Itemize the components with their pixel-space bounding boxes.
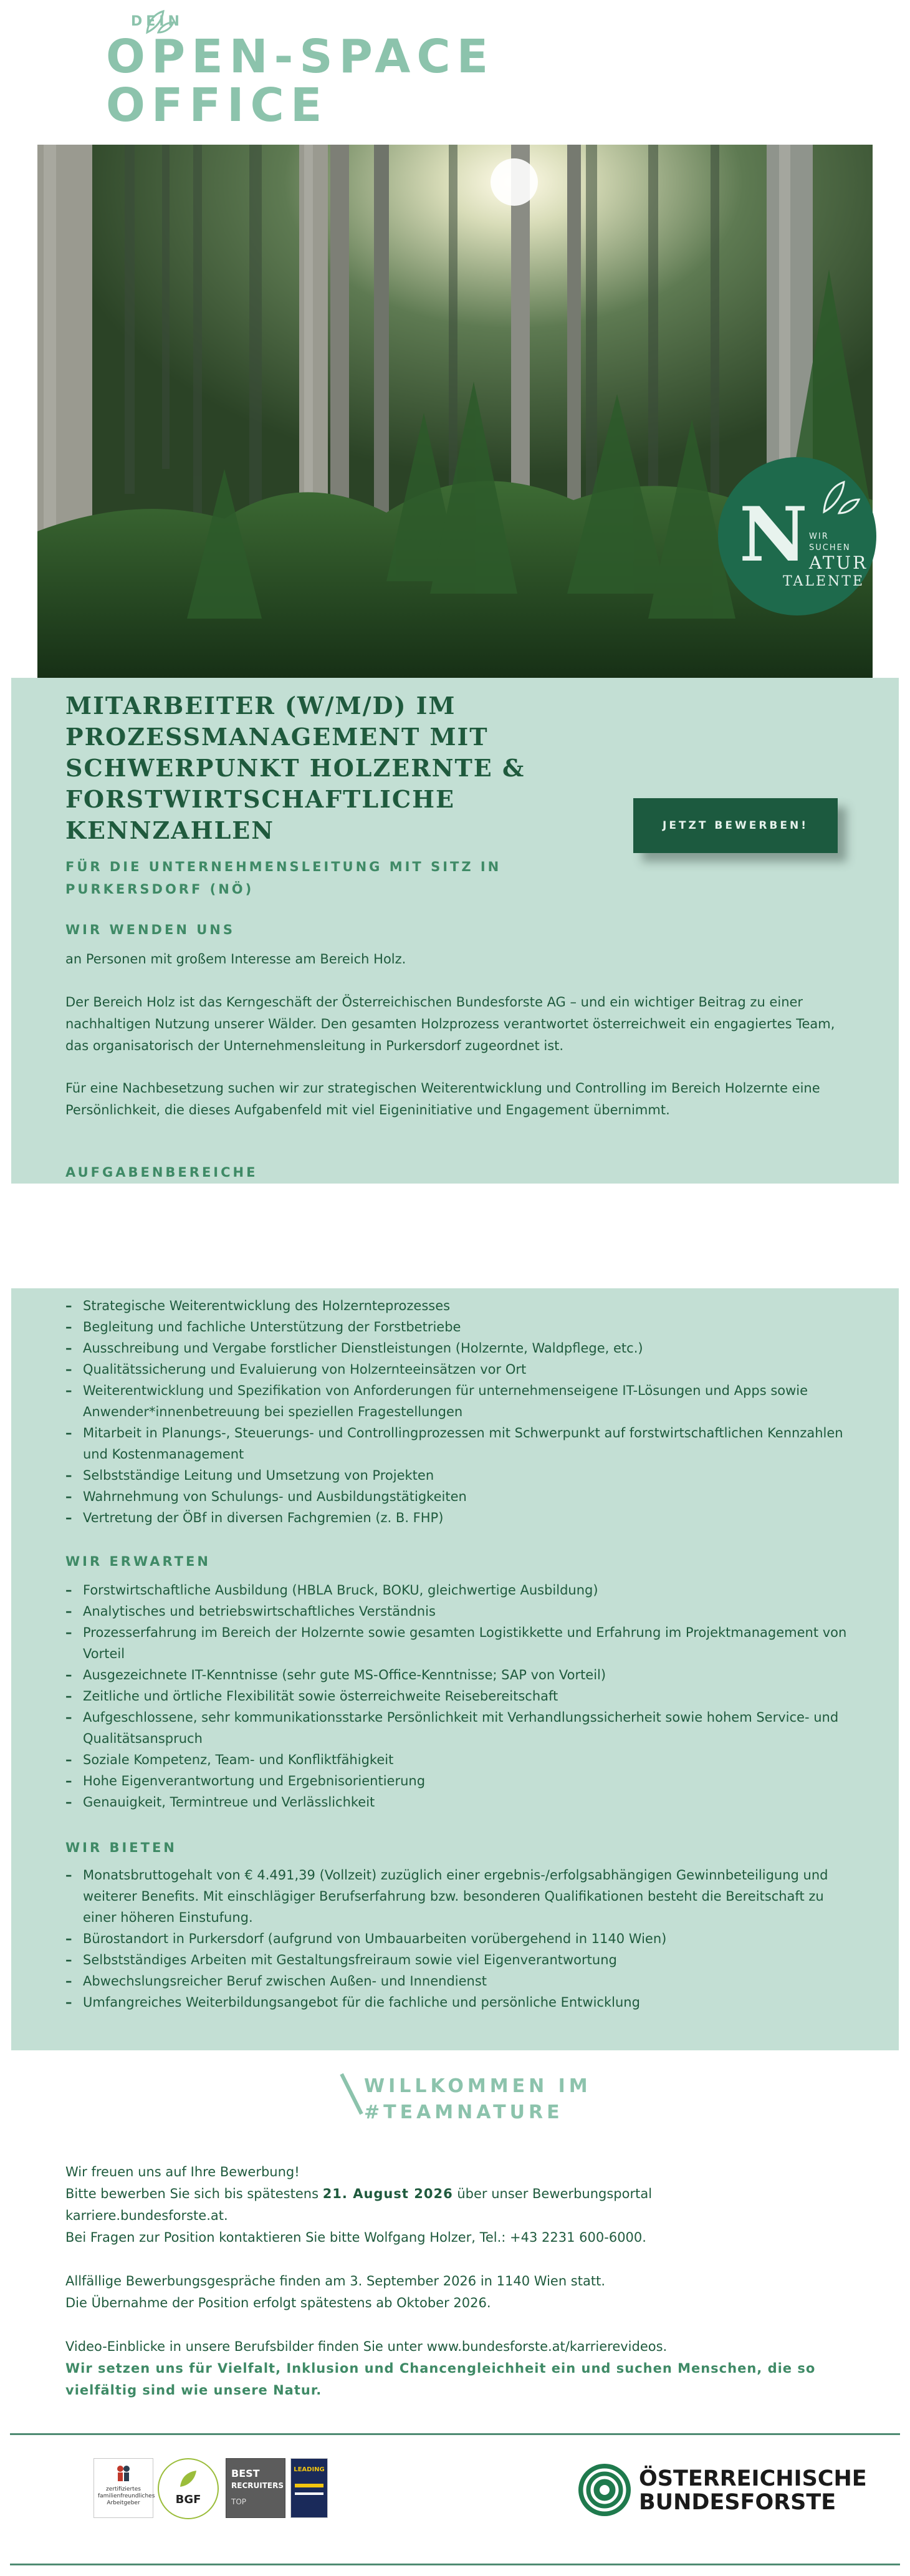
job-subtitle xyxy=(65,856,501,900)
video-text: Video-Einblicke in unsere Berufsbilder finden Sie unter www.bundesforste.at/karrierevideos. xyxy=(65,2339,668,2354)
bgf-leaf-icon xyxy=(178,2468,199,2489)
list-item: – Wahrnehmung von Schulungs- und Ausbildungstätigkeiten xyxy=(65,1486,851,1507)
job-subtitle-line: FÜR DIE UNTERNEHMENSLEITUNG MIT SITZ IN xyxy=(65,859,502,874)
family-cert-text: zertifiziertes familienfreundliches Arbeitgeber xyxy=(98,2486,155,2506)
application-info xyxy=(65,2161,851,2401)
start-text: Die Übernahme der Position erfolgt spätestens ab Oktober 2026. xyxy=(65,2295,491,2310)
list-item: – Ausgezeichnete IT-Kenntnisse (sehr gute MS-Office-Kenntnisse; SAP von Vorteil) xyxy=(65,1664,851,1686)
welcome-line-2: #TEAMNATURE xyxy=(364,2101,563,2123)
deadline-date: 21. August 2026 xyxy=(322,2186,453,2201)
list-item: – Bürostandort in Purkersdorf (aufgrund von Umbauarbeiten vorübergehend in 1140 Wien) xyxy=(65,1928,851,1949)
deadline-post: über unser Bewerbungsportal xyxy=(453,2186,653,2201)
family-icon xyxy=(114,2464,133,2482)
list-item: – Forstwirtschaftliche Ausbildung (HBLA Bruck, BOKU, gleichwertige Ausbildung) xyxy=(65,1580,851,1601)
list-item: – Selbstständige Leitung und Umsetzung von Projekten xyxy=(65,1465,851,1486)
list-item: – Begleitung und fachliche Unterstützung der Forstbetriebe xyxy=(65,1316,851,1338)
footer-divider-bottom xyxy=(10,2564,900,2565)
list-item: – Hohe Eigenverantwortung und Ergebnisorientierung xyxy=(65,1770,851,1792)
list-item: – Mitarbeit in Planungs-, Steuerungs- und Controllingprozessen mit Schwerpunkt auf forstwirtschaftlichen Kennzahlen und Kostenmanagement xyxy=(65,1422,851,1465)
badge-letter-n: N xyxy=(739,491,808,579)
list-item: – Qualitätssicherung und Evaluierung von Holzernteeinsätzen vor Ort xyxy=(65,1359,851,1380)
intro-paragraph-1: Der Bereich Holz ist das Kerngeschäft der Österreichischen Bundesforste AG – und ein wichtiger Beitrag zu einer nachhaltigen Nutzung unserer Wälder. Den gesamten Holzprozess verantwortet österreichweit ein engagiertes Team, das organisatorisch der Unternehmensleitung in Purkersdorf zugeordnet ist. xyxy=(65,995,835,1053)
list-item: – Zeitliche und örtliche Flexibilität sowie österreichweite Reisebereitschaft xyxy=(65,1686,851,1707)
footer-divider-top xyxy=(10,2433,900,2435)
company-name xyxy=(639,2467,867,2514)
list-item: – Abwechslungsreicher Beruf zwischen Außen- und Innendienst xyxy=(65,1971,851,1992)
bgf-text: BGF xyxy=(175,2493,201,2506)
best-text: BEST xyxy=(231,2467,260,2479)
job-title-line: KENNZAHLEN xyxy=(65,816,275,844)
bgf-cert-logo xyxy=(158,2458,219,2519)
aufgaben-list xyxy=(65,1295,851,1528)
portal-link[interactable]: karriere.bundesforste.at. xyxy=(65,2208,228,2223)
job-title xyxy=(65,690,577,846)
badge-wir: WIR xyxy=(809,532,829,541)
erwarten-list xyxy=(65,1580,851,1813)
bundesforste-emblem-icon xyxy=(577,2462,633,2518)
list-item: – Umfangreiches Weiterbildungsangebot für die fachliche und persönliche Entwicklung xyxy=(65,1992,851,2013)
diversity-statement: Wir setzen uns für Vielfalt, Inklusion und Chancengleichheit ein und suchen Menschen, die so vielfältig sind wie unsere Natur. xyxy=(65,2361,816,2398)
logo-line-1: OPEN-SPACE xyxy=(106,30,495,84)
welcome-line-1: WILLKOMMEN IM xyxy=(364,2075,592,2097)
recruiters-text: RECRUITERS xyxy=(231,2481,284,2490)
list-item: – Monatsbruttogehalt von € 4.491,39 (Vollzeit) zuzüglich einer ergebnis-/erfolgsabhängigen Gewinnbeteiligung und weiterer Benefits. Mit einschlägiger Berufserfahrung bzw. besonderen Qualifikationen besteht die Bereitschaft zu einer höheren Einstufung. xyxy=(65,1864,851,1928)
job-title-line: PROZESSMANAGEMENT MIT xyxy=(65,723,489,751)
greeting-text: Wir freuen uns auf Ihre Bewerbung! xyxy=(65,2164,300,2179)
badge-leaf-icon xyxy=(818,475,861,518)
family-friendly-cert-logo xyxy=(93,2458,153,2518)
list-item: – Soziale Kompetenz, Team- und Konfliktfähigkeit xyxy=(65,1749,851,1770)
contact-text: Bei Fragen zur Position kontaktieren Sie bitte Wolfgang Holzer, Tel.: +43 2231 600-6000. xyxy=(65,2230,646,2245)
job-title-line: SCHWERPUNKT HOLZERNTE & xyxy=(65,754,525,782)
list-item: – Vertretung der ÖBf in diversen Fachgremien (z. B. FHP) xyxy=(65,1507,851,1528)
wir-wenden-heading: WIR WENDEN UNS xyxy=(65,922,235,937)
list-item: – Selbstständiges Arbeiten mit Gestaltungsfreiraum sowie viel Eigenverantwortung xyxy=(65,1949,851,1971)
wir-bieten-heading: WIR BIETEN xyxy=(65,1840,177,1855)
leading-bar xyxy=(295,2484,323,2487)
top-text: TOP xyxy=(231,2497,247,2506)
deadline-pre: Bitte bewerben Sie sich bis spätestens xyxy=(65,2186,323,2201)
bieten-list xyxy=(65,1864,851,2013)
job-title-line: FORSTWIRTSCHAFTLICHE xyxy=(65,785,455,813)
badge-suchen: SUCHEN xyxy=(809,543,851,552)
deadline-text xyxy=(65,2183,851,2205)
company-line-2: BUNDESFORSTE xyxy=(639,2490,836,2515)
badge-natur: ATUR xyxy=(809,552,868,573)
interviews-text: Allfällige Bewerbungsgespräche finden am 3. September 2026 in 1140 Wien statt. xyxy=(65,2274,605,2289)
list-item: – Ausschreibung und Vergabe forstlicher Dienstleistungen (Holzernte, Waldpflege, etc.) xyxy=(65,1338,851,1359)
job-title-line: MITARBEITER (W/M/D) IM xyxy=(65,692,456,720)
logo-dein: DEIN xyxy=(131,14,183,29)
wir-erwarten-heading: WIR ERWARTEN xyxy=(65,1554,211,1569)
leading-bar-2 xyxy=(295,2492,323,2495)
best-recruiters-logo xyxy=(226,2458,285,2518)
intro-paragraph-2: Für eine Nachbesetzung suchen wir zur strategischen Weiterentwicklung und Controlling im Bereich Holzernte eine Persönlichkeit, die dieses Aufgabenfeld mit viel Eigeninitiative und Engagement übernimmt. xyxy=(65,1081,820,1117)
company-line-1: ÖSTERREICHISCHE xyxy=(639,2466,867,2491)
natur-talente-badge xyxy=(718,457,876,615)
aufgaben-heading: AUFGABENBEREICHE xyxy=(65,1165,258,1180)
list-item: – Weiterentwicklung und Spezifikation von Anforderungen für unternehmenseigene IT-Lösungen und Apps sowie Anwender*innenbetreuung bei speziellen Fragestellungen xyxy=(65,1380,851,1422)
list-item: – Prozesserfahrung im Bereich der Holzernte sowie gesamten Logistikkette und Erfahrung im Projektmanagement von Vorteil xyxy=(65,1622,851,1664)
logo-line-2: OFFICE xyxy=(106,79,328,132)
wir-wenden-text: an Personen mit großem Interesse am Bereich Holz. xyxy=(65,952,406,967)
job-subtitle-line: PURKERSDORF (NÖ) xyxy=(65,882,254,897)
list-item: – Strategische Weiterentwicklung des Holzernteprozesses xyxy=(65,1295,851,1316)
welcome-slash-icon xyxy=(339,2072,364,2116)
leading-text: LEADING xyxy=(294,2466,325,2473)
list-item: – Aufgeschlossene, sehr kommunikationsstarke Persönlichkeit mit Verhandlungssicherheit sowie hohem Service- und Qualitätsanspruch xyxy=(65,1707,851,1749)
logo-title xyxy=(106,32,494,130)
badge-talente: TALENTE xyxy=(783,574,865,589)
apply-now-button[interactable]: JETZT BEWERBEN! xyxy=(633,798,838,853)
welcome-heading xyxy=(364,2073,592,2126)
list-item: – Genauigkeit, Termintreue und Verlässlichkeit xyxy=(65,1792,851,1813)
list-item: – Analytisches und betriebswirtschaftliches Verständnis xyxy=(65,1601,851,1622)
leading-employer-logo xyxy=(290,2458,328,2518)
